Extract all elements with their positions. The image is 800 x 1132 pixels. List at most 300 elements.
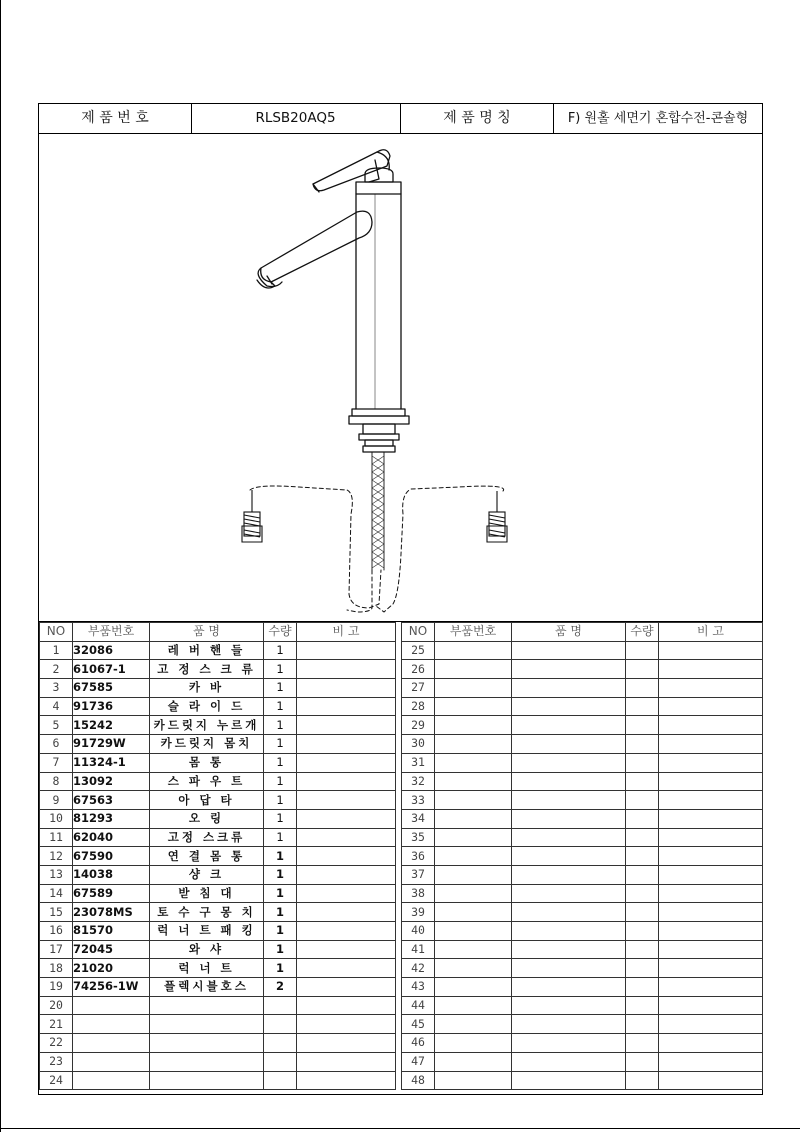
left-hose-nut (242, 490, 262, 542)
row-part-no (435, 679, 512, 698)
table-row (402, 641, 763, 660)
product-name-label: 제 품 명 칭 (443, 110, 511, 126)
table-row (402, 791, 763, 810)
row-name: 받 침 대 (150, 884, 264, 903)
product-name-value: F) 원홀 세면기 혼합수전-콘솔형 (567, 111, 749, 126)
row-no: 2 (40, 660, 73, 679)
body-column (356, 194, 401, 409)
title-block (39, 104, 762, 134)
row-remark (659, 978, 763, 997)
row-no: 27 (402, 679, 435, 698)
row-part-no (435, 660, 512, 679)
row-name (512, 940, 626, 959)
row-no: 41 (402, 940, 435, 959)
row-name (512, 847, 626, 866)
row-no: 3 (40, 679, 73, 698)
row-name: 몸 통 (150, 753, 264, 772)
row-no: 29 (402, 716, 435, 735)
row-qty: 1 (264, 641, 297, 660)
table-row (402, 1052, 763, 1071)
row-qty (264, 1034, 297, 1053)
row-part-no (435, 791, 512, 810)
table-row (402, 772, 763, 791)
row-name (512, 978, 626, 997)
col-name: 품 명 (512, 623, 626, 642)
row-qty (626, 996, 659, 1015)
row-remark (297, 809, 396, 828)
row-qty: 2 (264, 978, 297, 997)
row-part-no (73, 1071, 150, 1090)
row-remark (297, 697, 396, 716)
row-remark (659, 828, 763, 847)
row-qty (626, 753, 659, 772)
row-remark (659, 847, 763, 866)
row-part-no (435, 865, 512, 884)
parts-rows-right (402, 641, 763, 1090)
row-qty: 1 (264, 772, 297, 791)
table-row (402, 996, 763, 1015)
row-part-no: 72045 (73, 940, 150, 959)
col-qty: 수량 (626, 623, 659, 642)
table-row (402, 940, 763, 959)
row-name: 와 샤 (150, 940, 264, 959)
row-remark (659, 996, 763, 1015)
row-name (512, 697, 626, 716)
row-name (512, 716, 626, 735)
table-row (402, 716, 763, 735)
row-remark (659, 959, 763, 978)
parts-table-right (401, 622, 763, 1090)
row-remark (659, 865, 763, 884)
row-no: 23 (40, 1052, 73, 1071)
row-name (512, 865, 626, 884)
row-remark (659, 772, 763, 791)
row-name: 샹 크 (150, 865, 264, 884)
row-remark (659, 735, 763, 754)
table-row (40, 978, 396, 997)
row-part-no (435, 828, 512, 847)
row-part-no: 91729W (73, 735, 150, 754)
row-remark (297, 959, 396, 978)
row-no: 7 (40, 753, 73, 772)
row-qty: 1 (264, 940, 297, 959)
row-remark (659, 884, 763, 903)
row-name: 카드릿지 누르개 (150, 716, 264, 735)
row-remark (659, 716, 763, 735)
table-row (402, 1071, 763, 1090)
row-remark (659, 922, 763, 941)
row-name (512, 660, 626, 679)
row-part-no: 67563 (73, 791, 150, 810)
row-qty (626, 679, 659, 698)
row-name (150, 1034, 264, 1053)
row-qty (626, 772, 659, 791)
table-row (40, 679, 396, 698)
row-no: 43 (402, 978, 435, 997)
row-name (512, 791, 626, 810)
table-row (40, 697, 396, 716)
row-remark (297, 865, 396, 884)
row-qty (264, 1015, 297, 1034)
table-row (402, 865, 763, 884)
row-part-no (435, 753, 512, 772)
row-remark (659, 697, 763, 716)
row-part-no: 67590 (73, 847, 150, 866)
row-qty: 1 (264, 828, 297, 847)
row-remark (297, 1034, 396, 1053)
table-row (40, 940, 396, 959)
table-row (402, 828, 763, 847)
row-no: 30 (402, 735, 435, 754)
row-qty (626, 791, 659, 810)
row-part-no: 13092 (73, 772, 150, 791)
row-remark (297, 922, 396, 941)
row-name (150, 996, 264, 1015)
table-row (40, 791, 396, 810)
row-part-no (435, 903, 512, 922)
row-remark (297, 1071, 396, 1090)
row-remark (297, 828, 396, 847)
row-part-no (435, 1034, 512, 1053)
row-no: 6 (40, 735, 73, 754)
row-remark (659, 903, 763, 922)
table-row (40, 660, 396, 679)
row-qty (626, 641, 659, 660)
col-name: 품 명 (150, 623, 264, 642)
parts-list (39, 621, 762, 1095)
row-remark (297, 903, 396, 922)
row-remark (297, 716, 396, 735)
row-name: 레 버 핸 들 (150, 641, 264, 660)
row-no: 28 (402, 697, 435, 716)
faucet-base (349, 409, 409, 452)
row-qty: 1 (264, 753, 297, 772)
product-no-label: 제 품 번 호 (81, 110, 149, 126)
row-no: 40 (402, 922, 435, 941)
row-remark (659, 1015, 763, 1034)
row-name (512, 1034, 626, 1053)
row-part-no: 32086 (73, 641, 150, 660)
row-remark (659, 753, 763, 772)
row-name (512, 828, 626, 847)
row-qty: 1 (264, 903, 297, 922)
row-qty: 1 (264, 735, 297, 754)
row-qty (626, 884, 659, 903)
table-row (402, 735, 763, 754)
table-row (402, 884, 763, 903)
row-part-no: 14038 (73, 865, 150, 884)
row-qty (626, 1034, 659, 1053)
row-name (512, 1015, 626, 1034)
row-remark (297, 1052, 396, 1071)
row-remark (297, 940, 396, 959)
row-part-no: 81293 (73, 809, 150, 828)
row-name (512, 903, 626, 922)
table-row (40, 903, 396, 922)
row-qty (626, 847, 659, 866)
product-no-value: RLSB20AQ5 (255, 110, 336, 126)
row-part-no (435, 847, 512, 866)
table-row (40, 641, 396, 660)
table-row (40, 1052, 396, 1071)
row-remark (297, 1015, 396, 1034)
row-qty (264, 1052, 297, 1071)
row-part-no: 11324-1 (73, 753, 150, 772)
table-row (40, 1071, 396, 1090)
row-qty: 1 (264, 959, 297, 978)
row-no: 16 (40, 922, 73, 941)
row-part-no: 23078MS (73, 903, 150, 922)
row-part-no (435, 772, 512, 791)
row-name (512, 753, 626, 772)
row-qty (626, 1015, 659, 1034)
row-remark (297, 660, 396, 679)
col-part-no: 부품번호 (435, 623, 512, 642)
row-no: 5 (40, 716, 73, 735)
row-part-no: 61067-1 (73, 660, 150, 679)
row-no: 44 (402, 996, 435, 1015)
row-no: 34 (402, 809, 435, 828)
col-qty: 수량 (264, 623, 297, 642)
row-part-no (73, 1015, 150, 1034)
row-part-no (435, 697, 512, 716)
row-no: 36 (402, 847, 435, 866)
table-row (402, 679, 763, 698)
row-part-no (435, 884, 512, 903)
row-qty (626, 903, 659, 922)
row-name: 아 답 타 (150, 791, 264, 810)
table-row (402, 903, 763, 922)
row-part-no (435, 1015, 512, 1034)
row-remark (297, 884, 396, 903)
table-row (402, 809, 763, 828)
row-part-no: 62040 (73, 828, 150, 847)
row-part-no (435, 809, 512, 828)
table-row (40, 828, 396, 847)
parts-table-left (39, 622, 396, 1090)
row-part-no: 81570 (73, 922, 150, 941)
row-no: 47 (402, 1052, 435, 1071)
row-no: 13 (40, 865, 73, 884)
row-remark (659, 791, 763, 810)
row-no: 35 (402, 828, 435, 847)
row-name: 고정 스크류 (150, 828, 264, 847)
row-qty: 1 (264, 847, 297, 866)
col-part-no: 부품번호 (73, 623, 150, 642)
row-part-no (435, 735, 512, 754)
table-row (40, 1034, 396, 1053)
row-no: 14 (40, 884, 73, 903)
table-row (40, 922, 396, 941)
row-qty: 1 (264, 679, 297, 698)
row-no: 4 (40, 697, 73, 716)
lever-handle (313, 150, 390, 192)
row-remark (659, 1052, 763, 1071)
row-qty (626, 1052, 659, 1071)
row-remark (297, 679, 396, 698)
sheet-edge (0, 0, 1, 1132)
parts-rows-left (40, 641, 396, 1090)
row-name (512, 1052, 626, 1071)
row-part-no: 67589 (73, 884, 150, 903)
right-hose-nut (487, 491, 507, 542)
col-remark: 비 고 (659, 623, 763, 642)
row-part-no (435, 996, 512, 1015)
row-name (512, 1071, 626, 1090)
row-name (512, 772, 626, 791)
table-row (40, 1015, 396, 1034)
row-no: 12 (40, 847, 73, 866)
row-part-no (435, 1052, 512, 1071)
row-no: 20 (40, 996, 73, 1015)
row-qty (626, 940, 659, 959)
table-row (402, 753, 763, 772)
row-remark (659, 940, 763, 959)
row-qty (626, 735, 659, 754)
row-remark (297, 996, 396, 1015)
row-no: 10 (40, 809, 73, 828)
row-part-no (73, 1052, 150, 1071)
row-qty (626, 828, 659, 847)
braid-hatching (372, 456, 384, 568)
row-remark (659, 641, 763, 660)
top-cap (356, 168, 401, 194)
row-part-no (435, 1071, 512, 1090)
row-no: 48 (402, 1071, 435, 1090)
row-qty (626, 922, 659, 941)
row-remark (297, 978, 396, 997)
row-qty: 1 (264, 791, 297, 810)
row-no: 37 (402, 865, 435, 884)
row-no: 25 (402, 641, 435, 660)
row-qty: 1 (264, 922, 297, 941)
row-qty (626, 697, 659, 716)
drawing-frame (38, 103, 763, 1095)
table-row (40, 809, 396, 828)
table-row (402, 1034, 763, 1053)
row-no: 33 (402, 791, 435, 810)
row-qty (626, 809, 659, 828)
row-name (512, 996, 626, 1015)
col-no: NO (402, 623, 435, 642)
row-no: 38 (402, 884, 435, 903)
row-no: 42 (402, 959, 435, 978)
row-qty (626, 660, 659, 679)
row-name (512, 735, 626, 754)
row-qty (626, 716, 659, 735)
row-name (512, 922, 626, 941)
row-part-no: 91736 (73, 697, 150, 716)
row-no: 9 (40, 791, 73, 810)
table-row (402, 922, 763, 941)
col-remark: 비 고 (297, 623, 396, 642)
row-remark (297, 791, 396, 810)
table-row (402, 697, 763, 716)
sheet-edge-bottom (0, 1128, 800, 1129)
row-name: 토 수 구 몽 치 (150, 903, 264, 922)
row-no: 24 (40, 1071, 73, 1090)
table-row (40, 716, 396, 735)
row-qty: 1 (264, 716, 297, 735)
row-no: 1 (40, 641, 73, 660)
row-qty: 1 (264, 884, 297, 903)
table-row (40, 847, 396, 866)
row-part-no (435, 959, 512, 978)
row-part-no (435, 716, 512, 735)
table-row (40, 772, 396, 791)
table-row (402, 847, 763, 866)
row-no: 39 (402, 903, 435, 922)
row-no: 26 (402, 660, 435, 679)
row-no: 15 (40, 903, 73, 922)
row-qty (626, 959, 659, 978)
row-name: 카드릿지 몸치 (150, 735, 264, 754)
faucet-drawing (39, 134, 762, 621)
row-no: 31 (402, 753, 435, 772)
row-remark (297, 735, 396, 754)
row-no: 22 (40, 1034, 73, 1053)
table-row (40, 996, 396, 1015)
faucet-illustration (39, 134, 761, 621)
row-name: 카 바 (150, 679, 264, 698)
row-qty (264, 996, 297, 1015)
row-remark (659, 660, 763, 679)
table-row (402, 1015, 763, 1034)
row-remark (297, 847, 396, 866)
table-row (402, 660, 763, 679)
row-no: 19 (40, 978, 73, 997)
row-no: 45 (402, 1015, 435, 1034)
row-qty (626, 1071, 659, 1090)
row-remark (659, 679, 763, 698)
row-name (150, 1071, 264, 1090)
row-no: 32 (402, 772, 435, 791)
table-row (402, 978, 763, 997)
row-part-no (435, 641, 512, 660)
row-qty: 1 (264, 660, 297, 679)
row-part-no: 21020 (73, 959, 150, 978)
row-part-no (435, 978, 512, 997)
row-qty: 1 (264, 697, 297, 716)
row-name (512, 884, 626, 903)
row-qty: 1 (264, 865, 297, 884)
row-remark (659, 1034, 763, 1053)
row-no: 21 (40, 1015, 73, 1034)
row-name: 스 파 우 트 (150, 772, 264, 791)
row-remark (659, 809, 763, 828)
row-name: 플렉시블호스 (150, 978, 264, 997)
table-row (40, 884, 396, 903)
col-no: NO (40, 623, 73, 642)
row-no: 17 (40, 940, 73, 959)
row-part-no: 15242 (73, 716, 150, 735)
row-remark (297, 772, 396, 791)
table-row (40, 959, 396, 978)
row-qty: 1 (264, 809, 297, 828)
row-qty (264, 1071, 297, 1090)
row-name: 슬 라 이 드 (150, 697, 264, 716)
row-qty (626, 865, 659, 884)
row-no: 46 (402, 1034, 435, 1053)
row-name: 고 정 스 크 류 (150, 660, 264, 679)
table-row (40, 735, 396, 754)
row-part-no (73, 996, 150, 1015)
row-remark (659, 1071, 763, 1090)
spout (257, 211, 372, 288)
table-row (40, 865, 396, 884)
row-qty (626, 978, 659, 997)
row-no: 18 (40, 959, 73, 978)
